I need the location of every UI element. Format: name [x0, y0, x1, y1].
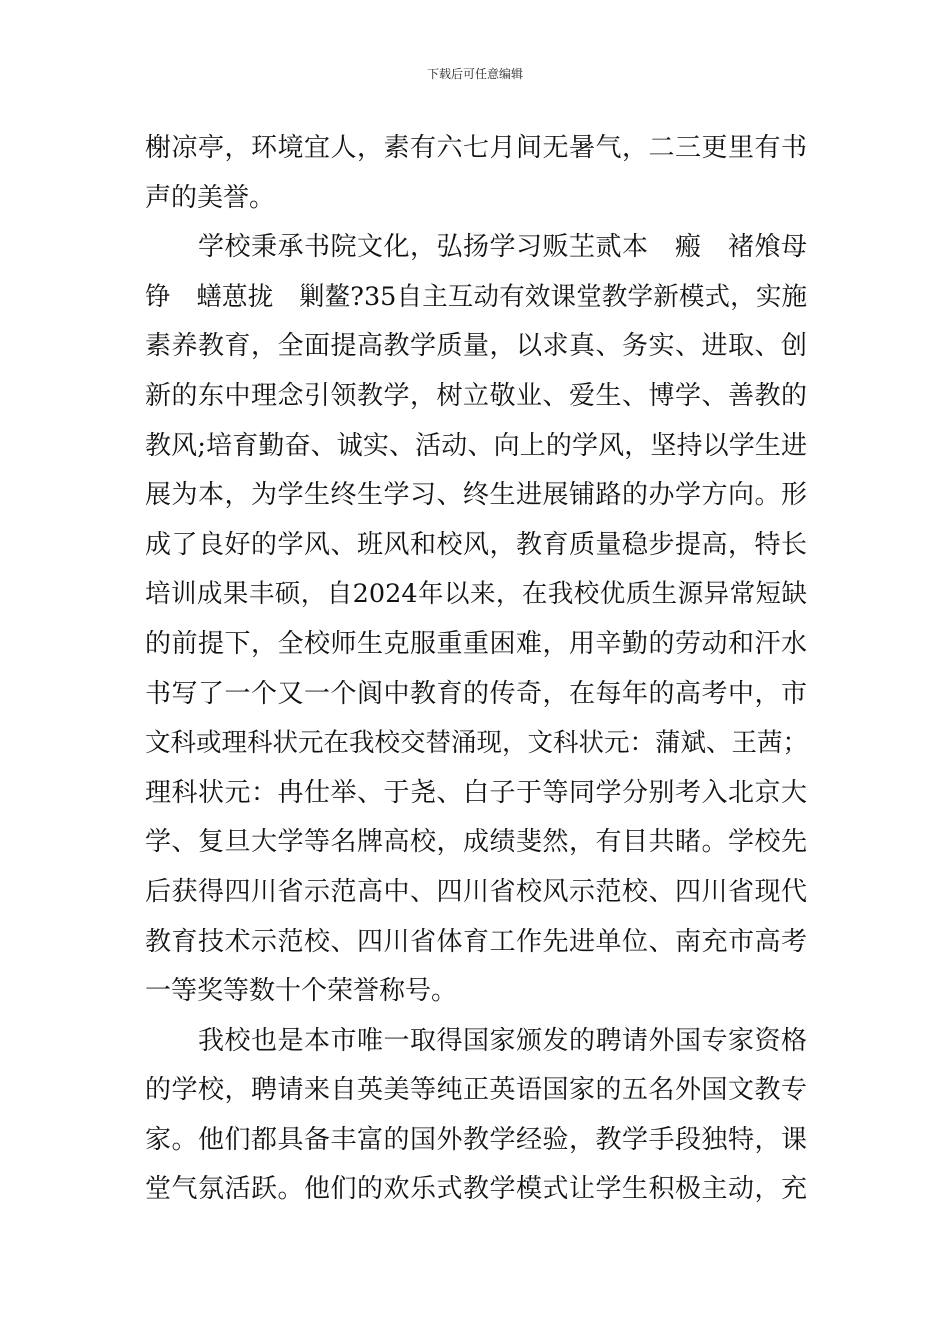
text-line: 理科状元：冉仕举、于尧、白子于等同学分别考入北京大	[145, 777, 807, 808]
text-line: 的前提下，全校师生克服重重困难，用辛勤的劳动和汗水	[145, 628, 807, 659]
text-line: 我校也是本市唯一取得国家颁发的聘请外国专家资格	[145, 1025, 807, 1056]
text-line: 展为本，为学生终生学习、终生进展铺路的办学方向。形	[145, 480, 807, 511]
text-line: 教风;培育勤奋、诚实、活动、向上的学风，坚持以学生进	[145, 430, 807, 461]
text-line: 的学校，聘请来自英美等纯正英语国家的五名外国文教专	[145, 1075, 807, 1106]
text-line: 榭凉亭，环境宜人，素有六七月间无暑气，二三更里有书	[145, 133, 807, 163]
text-line: 教育技术示范校、四川省体育工作先进单位、南充市高考	[145, 926, 807, 957]
text-line: 培训成果丰硕，自2024年以来，在我校优质生源异常短缺	[145, 579, 807, 610]
text-line: 声的美誉。	[145, 182, 276, 213]
text-line: 学校秉承书院文化，弘扬学习贩芏贰本 瘢 褚飧母	[145, 232, 807, 263]
text-line: 成了良好的学风、班风和校风，教育质量稳步提高，特长	[145, 529, 807, 560]
text-line: 堂气氛活跃。他们的欢乐式教学模式让学生积极主动，充	[145, 1174, 807, 1205]
document-body	[145, 124, 807, 1215]
text-line: 一等奖等数十个荣誉称号。	[145, 976, 458, 1007]
text-line: 学、复旦大学等名牌高校，成绩斐然，有目共睹。学校先	[145, 827, 807, 858]
text-line: 新的东中理念引领教学，树立敬业、爱生、博学、善教的	[145, 380, 807, 411]
text-line: 铮 蟮葸拢 剿鳌?35自主互动有效课堂教学新模式，实施	[145, 281, 807, 312]
text-line: 家。他们都具备丰富的国外教学经验，教学手段独特，课	[145, 1124, 807, 1155]
text-line: 后获得四川省示范高中、四川省校风示范校、四川省现代	[145, 876, 807, 907]
text-line: 文科或理科状元在我校交替涌现，文科状元：蒲斌、王茜；	[145, 728, 809, 759]
text-line: 素养教育，全面提高教学质量，以求真、务实、进取、创	[145, 331, 807, 362]
text-line: 书写了一个又一个阆中教育的传奇，在每年的高考中，市	[145, 678, 807, 709]
page-header: 下载后可任意编辑	[426, 67, 523, 81]
